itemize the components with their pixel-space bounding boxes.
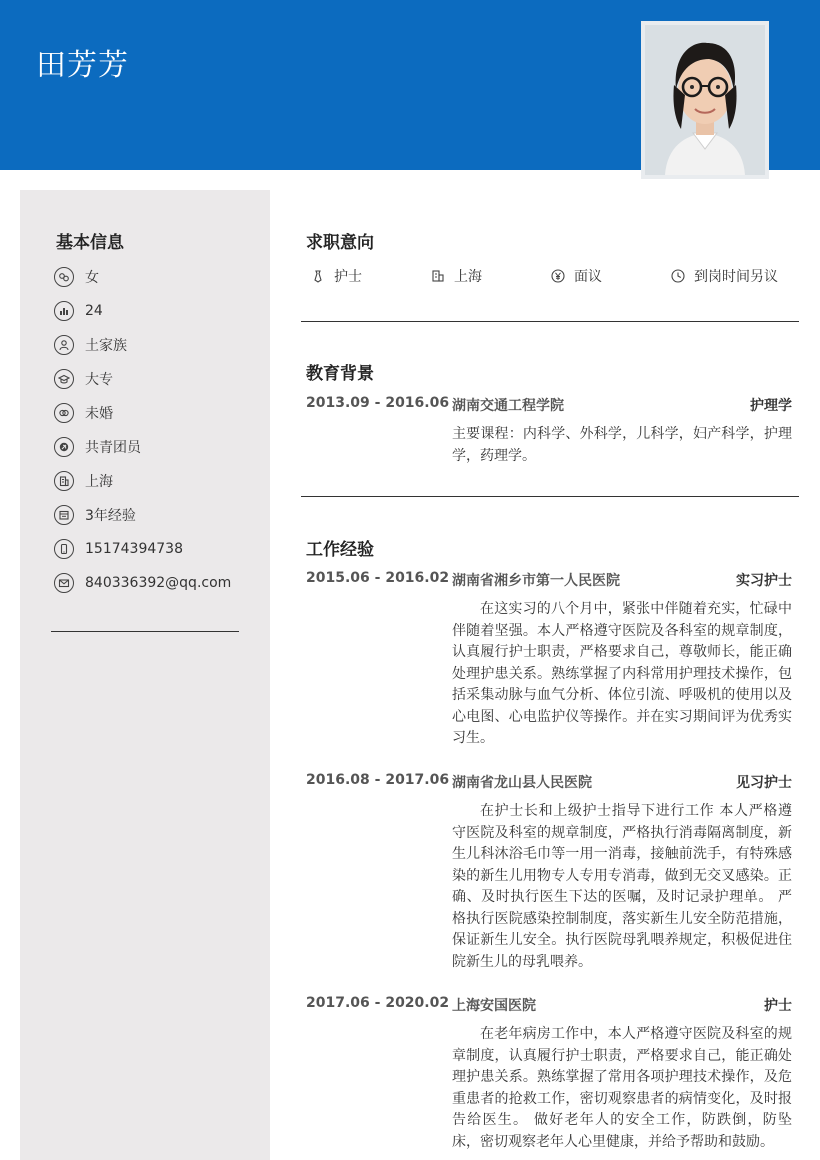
intent-position: [311, 266, 362, 286]
location-building-icon: [54, 471, 74, 491]
info-political: 共青团员: [85, 440, 141, 456]
marital-rings-icon: [54, 403, 74, 423]
work-date: 2016.08 - 2017.06: [306, 772, 450, 788]
work-role: 见习护士: [736, 775, 792, 791]
education-school: 湖南交通工程学院: [452, 398, 564, 414]
work-company: 湖南省龙山县人民医院: [452, 775, 592, 791]
info-education: 大专: [85, 372, 113, 388]
sidebar-divider: [51, 631, 239, 632]
education-cap-icon: [54, 369, 74, 389]
intent-availability-text: 到岗时间另议: [694, 269, 778, 285]
info-item-education: [54, 362, 231, 396]
section-divider: [301, 321, 799, 322]
intent-position-text: 护士: [334, 269, 362, 285]
education-date: 2013.09 - 2016.06: [306, 395, 450, 411]
work-company: 上海安国医院: [452, 998, 536, 1014]
info-item-age: [54, 294, 231, 328]
gender-icon: [54, 267, 74, 287]
work-role: 实习护士: [736, 573, 792, 589]
info-item-marital: [54, 396, 231, 430]
job-intent-row: [309, 266, 799, 288]
age-chart-icon: [54, 301, 74, 321]
work-description: 在这实习的八个月中，紧张中伴随着充实，忙碌中伴随着坚强。本人严格遵守医院及各科室的规章制度，认真履行护士职责，严格要求自己，尊敬师长，能正确处理护患关系。熟练掌握了内科常用护理技术操作，包括采集动脉与血气分析、体位引流、呼吸机的使用以及心电图、心电监护仪等操作。并在实习期间评为优秀实习生。: [452, 601, 792, 746]
basic-info-list: [54, 260, 231, 600]
info-item-political: [54, 430, 231, 464]
work-entry-head: [306, 772, 792, 792]
work-entry-head: [306, 570, 792, 590]
sidebar-basic-info: [20, 190, 270, 1160]
calendar-icon: [54, 505, 74, 525]
info-gender: 女: [85, 270, 99, 286]
education-major: 护理学: [750, 398, 792, 414]
info-item-phone: [54, 532, 231, 566]
clock-icon: [671, 269, 685, 283]
intent-salary-text: 面议: [574, 269, 602, 285]
info-marital: 未婚: [85, 406, 113, 422]
ethnicity-icon: [54, 335, 74, 355]
info-item-experience: [54, 498, 231, 532]
work-heading: 工作经验: [306, 540, 374, 560]
work-entry-head: [306, 995, 792, 1015]
section-divider: [301, 496, 799, 497]
political-badge-icon: [54, 437, 74, 457]
candidate-name: 田芳芳: [36, 48, 129, 83]
work-description: 在护士长和上级护士指导下进行工作 本人严格遵守医院及科室的规章制度，严格执行消毒隔离制度，新生儿科沐浴毛巾等一用一消毒，接触前洗手，有特殊感染的新生儿用物专人专用专消毒，做到无交叉感染。正确、及时执行医生下达的医嘱，及时记录护理单。 严格执行医院感染控制制度，落实新生儿安全防范措施，保证新生儿安全。执行医院母乳喂养规定，积极促进住院新生儿的母乳喂养。: [452, 803, 792, 970]
intent-salary: [551, 266, 602, 286]
info-item-location: [54, 464, 231, 498]
work-date: 2015.06 - 2016.02: [306, 570, 450, 586]
work-date: 2017.06 - 2020.02: [306, 995, 450, 1011]
basic-info-heading: 基本信息: [56, 233, 124, 253]
job-intent-heading: 求职意向: [306, 233, 374, 253]
info-phone[interactable]: 15174394738: [85, 541, 183, 557]
yen-icon: [551, 269, 565, 283]
info-item-ethnicity: [54, 328, 231, 362]
info-age: 24: [85, 303, 103, 319]
tie-icon: [311, 269, 325, 283]
work-role: 护士: [764, 998, 792, 1014]
intent-city: [431, 266, 482, 286]
work-description: 在老年病房工作中，本人严格遵守医院及科室的规章制度，认真履行护士职责，严格要求自己，能正确处理护患关系。熟练掌握了常用各项护理技术操作，及危重患者的抢救工作，密切观察患者的病情变化，及时报告给医生。 做好老年人的安全工作，防跌倒，防坠床，密切观察老年人心里健康，并给予帮助和鼓励。: [452, 1026, 792, 1150]
info-experience: 3年经验: [85, 508, 136, 524]
city-building-icon: [431, 269, 445, 283]
info-ethnicity: 土家族: [85, 338, 127, 354]
intent-city-text: 上海: [454, 269, 482, 285]
education-entry-head: [306, 395, 792, 415]
info-email[interactable]: 840336392@qq.com: [85, 575, 232, 591]
phone-icon: [54, 539, 74, 559]
education-description: 主要课程：内科学、外科学，儿科学，妇产科学，护理学，药理学。: [452, 426, 792, 464]
profile-photo: [641, 21, 769, 179]
work-company: 湖南省湘乡市第一人民医院: [452, 573, 620, 589]
info-item-email: [54, 566, 231, 600]
info-item-gender: [54, 260, 231, 294]
education-heading: 教育背景: [306, 364, 374, 384]
info-location: 上海: [85, 474, 113, 490]
mail-icon: [54, 573, 74, 593]
intent-availability: [671, 266, 778, 286]
